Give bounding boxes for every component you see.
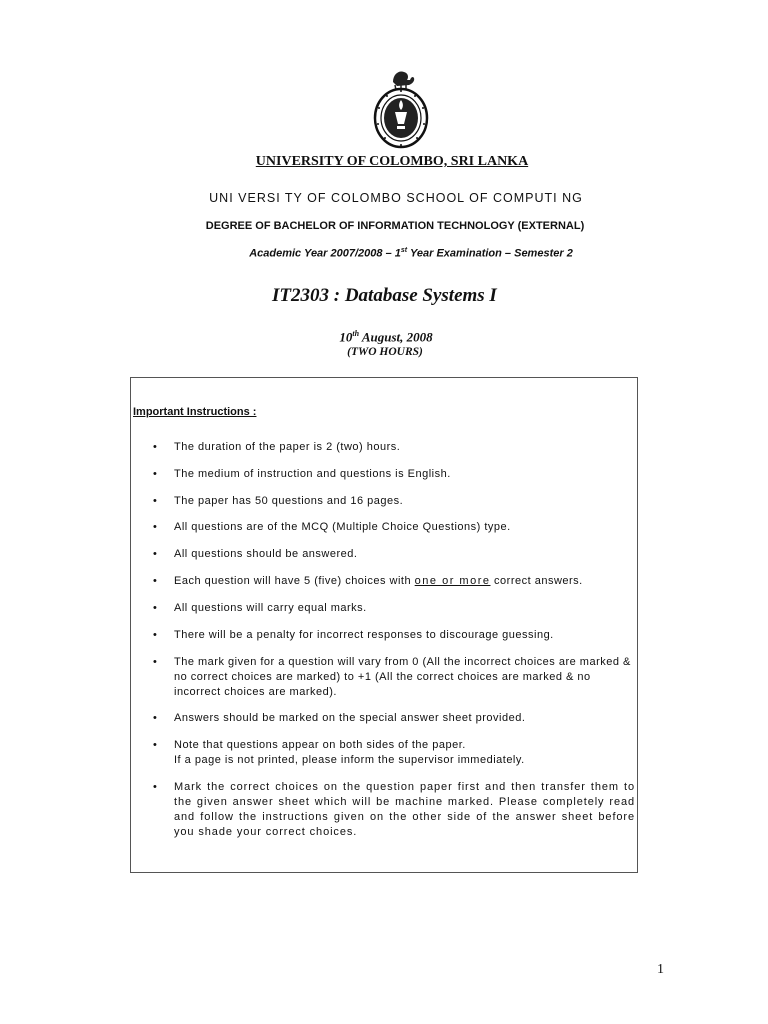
bullet-icon: • [153, 739, 157, 751]
bullet-icon: • [153, 781, 157, 793]
bullet-icon: • [153, 441, 157, 453]
bullet-icon: • [153, 495, 157, 507]
bullet-icon: • [153, 629, 157, 641]
bullet-icon: • [153, 656, 157, 668]
school-name: UNI VERSI TY OF COLOMBO SCHOOL OF COMPUTI NG [209, 191, 583, 205]
academic-year: Academic Year 2007/2008 – 1st Year Examination – Semester 2 [249, 247, 573, 260]
bullet-icon: • [153, 712, 157, 724]
bullet-icon: • [153, 468, 157, 480]
bullet-icon: • [153, 521, 157, 533]
bullet-icon: • [153, 602, 157, 614]
university-name: UNIVERSITY OF COLOMBO, SRI LANKA [255, 154, 529, 169]
instructions-title: Important Instructions : [133, 406, 257, 418]
course-title: IT2303 : Database Systems I [272, 285, 497, 306]
page-number: 1 [657, 962, 664, 977]
instructions-box: Important Instructions : • The duration of the paper is 2 (two) hours. • The medium of instruction and questions is English. • The paper has 50 questions and 16 pages. • All questions are of the MCQ (Multiple Choice Questions) type. • All questions should be answered. • Each question will have 5 (five) choices with one or more correct answers. • All questions will carry equal marks. • There will be a penalty for incorrect responses to discourage guessing. • The mark given for a question will vary from 0 (All the incorrect choices are marked & no correct choices are marked) to +1 (All the correct choices are marked & no incorrect choices are marked). • Answers should be marked on the special answer sheet provided. • Note that questions appear on both sides of the paper. If a page is not printed, please inform the supervisor immediately. • Mark the correct choices on the question paper first and then transfer them to the given answer sheet which will be machine marked. Please completely read and follow the instructions given on the other side of the answer sheet before you shade your correct choices. [130, 377, 638, 873]
bullet-icon: • [153, 575, 157, 587]
degree-title: DEGREE OF BACHELOR OF INFORMATION TECHNOLOGY (EXTERNAL) [205, 220, 585, 232]
exam-date: 10th August, 2008 [339, 329, 433, 345]
university-crest-icon [371, 68, 431, 150]
bullet-icon: • [153, 548, 157, 560]
exam-duration: (TWO HOURS) [347, 346, 423, 358]
